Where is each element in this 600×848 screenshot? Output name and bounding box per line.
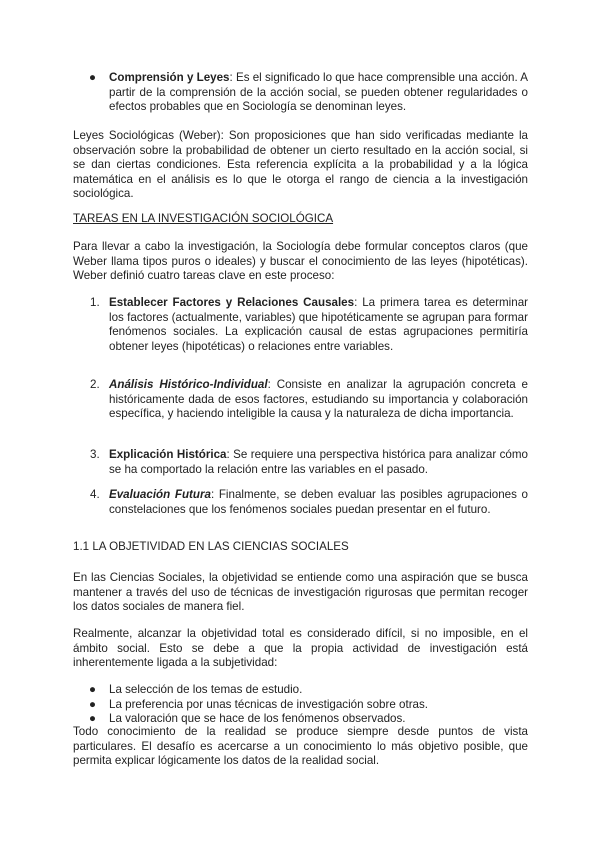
leyes-paragraph: Leyes Sociológicas (Weber): Son proposiciones que han sido verificadas mediante la observación sobre la probabilidad de obtener un cierto resultado en la acción social, si se dan ciertas condiciones. Esta referencia explícita a la probabilidad y a la lógica matemática en el análisis es lo que le otorga el rango de ciencia a la investigación sociológica.: [73, 129, 528, 201]
list-item: ● La selección de los temas de estudio.: [89, 683, 303, 696]
task-text: : La primera tarea es determinar los factores (actualmente, variables) que hipotéticamente se agrupan para formar fenómenos sociales. La explicación causal de estas agrupaciones permitiría obtener leyes (hipotéticas) o relaciones entre variables.: [109, 296, 528, 353]
bullet-icon: ●: [89, 71, 97, 84]
bullet-term: Comprensión y Leyes: [109, 71, 230, 84]
subjectivity-list: [73, 683, 528, 727]
task-item: [90, 488, 528, 517]
task-number: 1.: [90, 296, 100, 309]
subsection-heading: 1.1 LA OBJETIVIDAD EN LAS CIENCIAS SOCIALES: [73, 540, 349, 553]
task-text: : Consiste en analizar la agrupación concreta e históricamente dada de esos factores, estudiando su importancia y colaboración específica, y haciendo inteligible la causa y la naturaleza de dicha importancia.: [109, 378, 528, 421]
task-number: 2.: [90, 378, 100, 391]
bullet-icon: ●: [89, 683, 97, 696]
task-term: Explicación Histórica: [109, 448, 227, 461]
task-term: Establecer Factores y Relaciones Causales: [109, 296, 355, 309]
list-item: ● La valoración que se hace de los fenómenos observados.: [89, 712, 406, 726]
task-term: Evaluación Futura: [109, 488, 211, 501]
task-number: 4.: [90, 488, 100, 501]
intro-bullet: [89, 71, 529, 115]
task-text: : Se requiere una perspectiva histórica para analizar cómo se ha comportado la relación entre las variables en el pasado.: [109, 448, 528, 476]
closing-paragraph: Todo conocimiento de la realidad se produce siempre desde puntos de vista particulares. El desafío es acercarse a un conocimiento lo más objetivo posible, que permita explicar lógicamente los datos de la realidad social.: [73, 725, 528, 768]
task-item: [90, 448, 528, 477]
list-item: ● La preferencia por unas técnicas de investigación sobre otras.: [89, 697, 429, 711]
section-heading: TAREAS EN LA INVESTIGACIÓN SOCIOLÓGICA: [73, 212, 334, 225]
objetividad-paragraph-1: En las Ciencias Sociales, la objetividad se entiende como una aspiración que se busca mantener a través del uso de técnicas de investigación rigurosas que permitan recoger los datos sociales de manera fiel.: [73, 571, 528, 614]
tareas-intro: Para llevar a cabo la investigación, la Sociología debe formular conceptos claros (que Weber llama tipos puros o ideales) y buscar el conocimiento de las leyes (hipotéticas). Weber definió cuatro tareas clave en este proceso:: [73, 240, 528, 283]
bullet-text: : Es el significado lo que hace comprensible una acción. A partir de la comprensión de la acción social, se pueden obtener regularidades o efectos probables que en Sociología se denominan leyes.: [109, 71, 529, 114]
task-number: 3.: [90, 448, 100, 461]
task-text: : Finalmente, se deben evaluar las posibles agrupaciones o constelaciones que los fenómenos sociales puedan presentar en el futuro.: [109, 488, 528, 516]
objetividad-paragraph-2: Realmente, alcanzar la objetividad total es considerado difícil, si no imposible, en el ámbito social. Esto se debe a que la propia actividad de investigación está inherentemente ligada a la subjetividad:: [73, 627, 528, 670]
task-term: Análisis Histórico-Individual: [109, 378, 268, 391]
bullet-icon: ●: [89, 697, 97, 711]
bullet-icon: ●: [89, 712, 97, 726]
task-item: [90, 296, 528, 354]
task-item: [90, 378, 528, 422]
